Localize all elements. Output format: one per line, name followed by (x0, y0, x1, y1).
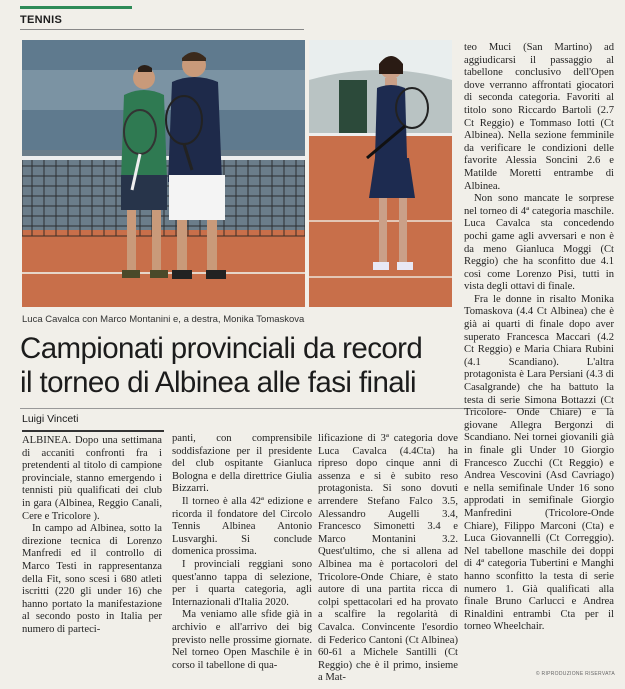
photo-players-at-net (22, 40, 305, 307)
paragraph: panti, con comprensibile soddisfazione per il presidente del club ospitante Gianluca Bologna e della direttrice Giulia Bizzarri. (172, 433, 312, 495)
article-column-3 (318, 433, 458, 685)
article-column-4 (464, 42, 614, 685)
paragraph: ALBINEA. Dopo una settimana di accaniti confronti fra i pretendenti al titolo di campione provinciale, stanno emergendo i tennisti più qualificati dei club in gara (Albinea, Reggio Canali, Cere e Tricolore ). (22, 435, 162, 522)
author-rule (22, 430, 164, 432)
photo-female-player (309, 40, 452, 307)
headline-line-1: Campionati provinciali da record (20, 332, 423, 365)
article-headline (20, 332, 422, 400)
paragraph: In campo ad Albinea, sotto la direzione tecnica di Lorenzo Manfredi ed il controllo di Marco Testi in rappresentanza della Fit, sono scesi i 680 atleti iscritti (220 gli under 16) che hanno portato la manifestazione al secondo posto in Italia per numero di parteci- (22, 523, 162, 635)
paragraph: lificazione di 3ª categoria dove Luca Cavalca (4.4Cta) ha ripreso dopo cinque anni di assenza e si è subito reso protagonista. Si sono dovuti arrendere Stefano Falco 3.5, Alessandro Augelli 3.4, Francesco Simonetti 3.4 e Marco Montanini 3.2. Quest'ultimo, che si allena ad Albinea ma è portacolori del Tricolore-Onde Chiare, è stato autore di una partita ricca di colpi spettacolari ed ha provato a scalfire la regolarità di Cavalca. Convincente l'esordio di Federico Cantoni (Ct Albinea) 60-61 a Michele Santilli (Ct Reggio) che è il primo, insieme a Mat- (318, 433, 458, 684)
paragraph: teo Muci (San Martino) ad aggiudicarsi il passaggio al tabellone conclusivo dell'Open dove verranno affrontati giocatori di seconda categoria. Favoriti al titolo sono Riccardo Bartoli (2.7 Ct Reggio) e Tommaso Iotti (Ct Albinea). Nella sezione femminile da verificare le condizioni delle favorite Alessia Soncini 2.6 e Matilde Moretti entrambe di Albinea. (464, 42, 614, 192)
paragraph: Fra le donne in risalto Monika Tomaskova (4.4 Ct Albinea) che è già ai quarti di finale dopo aver superato Francesca Maccari (4.2 Ct Reggio) e Maria Chiara Rubini (4.1 Scandiano). L'altra protagonista è Lara Persiani (4.3 di Casalgrande) che ha battuto la testa di serie Simona Bottazzi (Ct Tricolore- Onde Chiare) e la giovane Allegra Bergonzi di Scandiano. Nei tornei giovanili già in finale gli Under 10 Giorgio Francesco Zucchi (Ct Reggio) e Andrea Vescovini (Asd Cavriago) e nella semifinale Under 16 sono approdati in semifinale Giorgio Manfredini (Tricolore-Onde Chiare), Filippo Marconi (Cta) e Luca Giovannelli (Ct Correggio). Nel tabellone maschile dei doppi di 4ª categoria Tubertini e Manghi hanno sconfitto la testa di serie numero 1. Già qualificati alla finale Bruno Carlucci e Andrea Rinaldini entrambi Cta per il torneo Wheelchair. (464, 293, 614, 633)
headline-line-2: il torneo di Albinea alle fasi finali (20, 366, 416, 399)
paragraph: I provinciali reggiani sono quest'anno tappa di selezione, per i quarta categoria, agli Internazionali d'Italia 2020. (172, 558, 312, 608)
article-column-1 (22, 435, 162, 685)
photo-caption: Luca Cavalca con Marco Montanini e, a destra, Monika Tomaskova (22, 314, 305, 325)
paragraph: Ma veniamo alle sfide già in archivio e all'arrivo dei big previsto nelle prossime giornate. Nel torneo Open Maschile è in corso il tabellone di qua- (172, 609, 312, 671)
section-divider (20, 29, 304, 30)
author-byline: Luigi Vinceti (22, 413, 79, 425)
section-accent-bar (20, 6, 132, 9)
copyright-notice: © RIPRODUZIONE RISERVATA (535, 671, 615, 677)
section-label: TENNIS (20, 14, 63, 26)
paragraph: Non sono mancate le sorprese nel torneo di 4ª categoria maschile. Luca Cavalca sta concedendo pochi game agli avversari e non è da meno Gianluca Moggi (Ct Reggio) che ha sconfitto due 4.1 così come Lorenzo Pisi, tutti in vista degli ottavi di finale. (464, 193, 614, 293)
paragraph: Il torneo è alla 42ª edizione e ricorda il fondatore del Circolo Tennis Albinea Antonio Lusvarghi. Si conclude domenica prossima. (172, 495, 312, 558)
article-column-2 (172, 433, 312, 685)
